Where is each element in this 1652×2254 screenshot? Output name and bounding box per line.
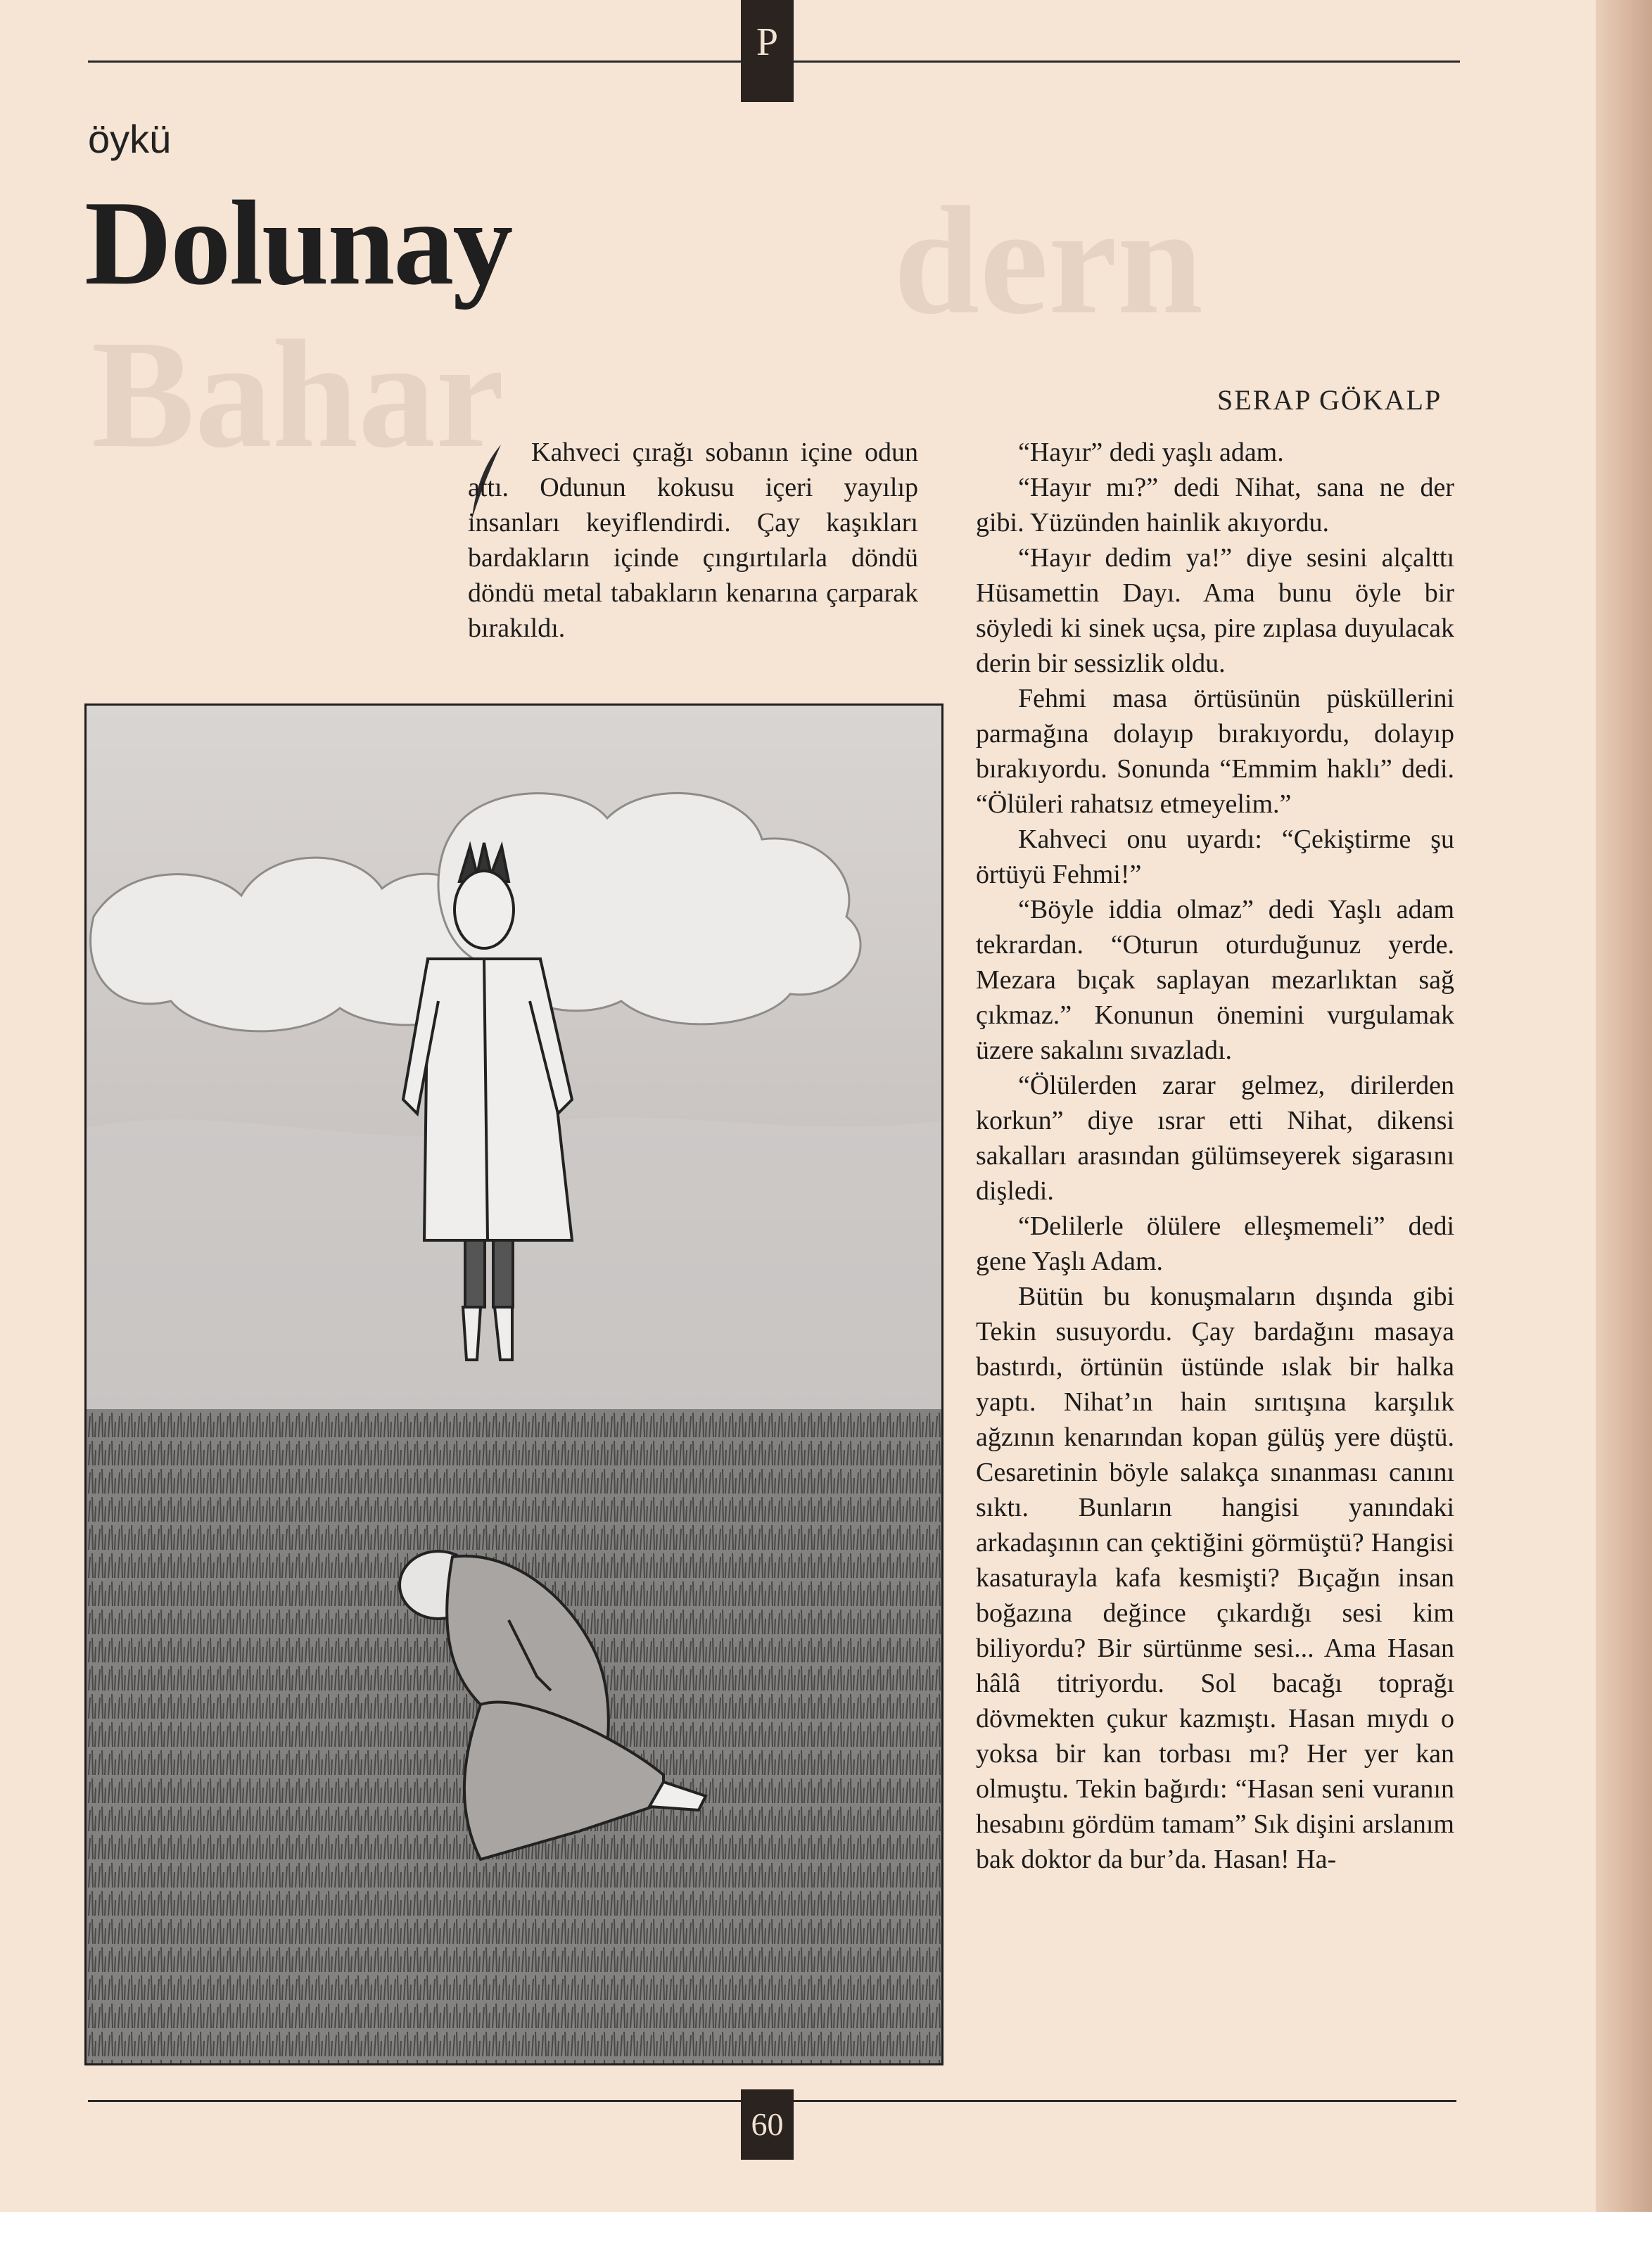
section-tab	[741, 0, 794, 102]
scan-edge	[1596, 0, 1652, 2254]
bleed-through-text-2: dern	[894, 174, 1203, 346]
section-label: öykü	[88, 117, 172, 161]
paragraph: “Hayır” dedi yaşlı adam.	[1018, 438, 1284, 467]
illustration-drawing	[87, 706, 941, 2063]
intro-paragraph: Kahveci çırağı sobanın içine odun attı. Odunun kokusu içeri yayılıp insanları keyiflendirdi. Çay kaşıkları bardakların içinde çıngırtılarla döndü döndü metal tabakların kenarına çarparak bırakıldı.	[468, 438, 918, 643]
story-illustration	[84, 703, 943, 2065]
paragraph: Kahveci onu uyardı: “Çekiştirme şu örtüyü Fehmi!”	[976, 824, 1454, 889]
tab-letter: P	[756, 20, 779, 64]
paragraph: “Ölülerden zarar gelmez, dirilerden korkun” diye ısrar etti Nihat, dikensi sakalları arasından gülümseyerek sigarasını dişledi.	[976, 1071, 1454, 1206]
author-name: SERAP GÖKALP	[1217, 384, 1442, 416]
paragraph: “Delilerle ölülere elleşmemeli” dedi gene Yaşlı Adam.	[976, 1211, 1454, 1276]
paragraph: Bütün bu konuşmaların dışında gibi Tekin susuyordu. Çay bardağını masaya bastırdı, örtünün üstünde ıslak bir halka yaptı. Nihat’ın hain sırıtışına karşılık ağzının kenarından kopan gülüş yere düştü. Cesaretinin böyle salakça sınanması canını sıktı. Bunların hangisi yanındaki arkadaşının can çektiğini görmüştü? Hangisi kasaturayla kafa kesmişti? Bıçağın insan boğazına değince çıkardığı sesi kim biliyordu? Bir sürtünme sesi... Ama Hasan hâlâ titriyordu. Sol bacağı toprağı dövmekten çukur kazmıştı. Hasan mıydı o yoksa bir kan torbası mı? Her yer kan olmuştu. Tekin bağırdı: “Hasan seni vuranın hesabını gördüm tamam” Sık dişini arslanım bak doktor da bur’da. Hasan! Ha-	[976, 1282, 1454, 1874]
paragraph: Fehmi masa örtüsünün püsküllerini parmağına dolayıp bırakıyordu, dolayıp bırakıyordu. Sonunda “Emmim haklı” dedi. “Ölüleri rahatsız etmeyelim.”	[976, 684, 1454, 819]
page-number-tab	[741, 2089, 794, 2160]
page-number: 60	[751, 2106, 784, 2142]
bleed-through-text: Bahar	[91, 308, 504, 480]
scan-bottom-strip	[0, 2212, 1652, 2254]
article-title: Dolunay	[84, 177, 512, 310]
paragraph: “Hayır mı?” dedi Nihat, sana ne der gibi. Yüzünden hainlik akıyordu.	[976, 473, 1454, 537]
paragraph: “Hayır dedim ya!” diye sesini alçalttı Hüsamettin Dayı. Ama bunu öyle bir söyledi ki sinek uçsa, pire zıplasa duyulacak derin bir sessizlik oldu.	[976, 543, 1454, 678]
story-column	[976, 435, 1454, 1877]
paragraph: “Böyle iddia olmaz” dedi Yaşlı adam tekrardan. “Oturun oturduğunuz yerde. Mezara bıçak saplayan mezarlıktan sağ çıkmaz.” Konunun önemini vurgulamak üzere sakalını sıvazladı.	[976, 895, 1454, 1065]
